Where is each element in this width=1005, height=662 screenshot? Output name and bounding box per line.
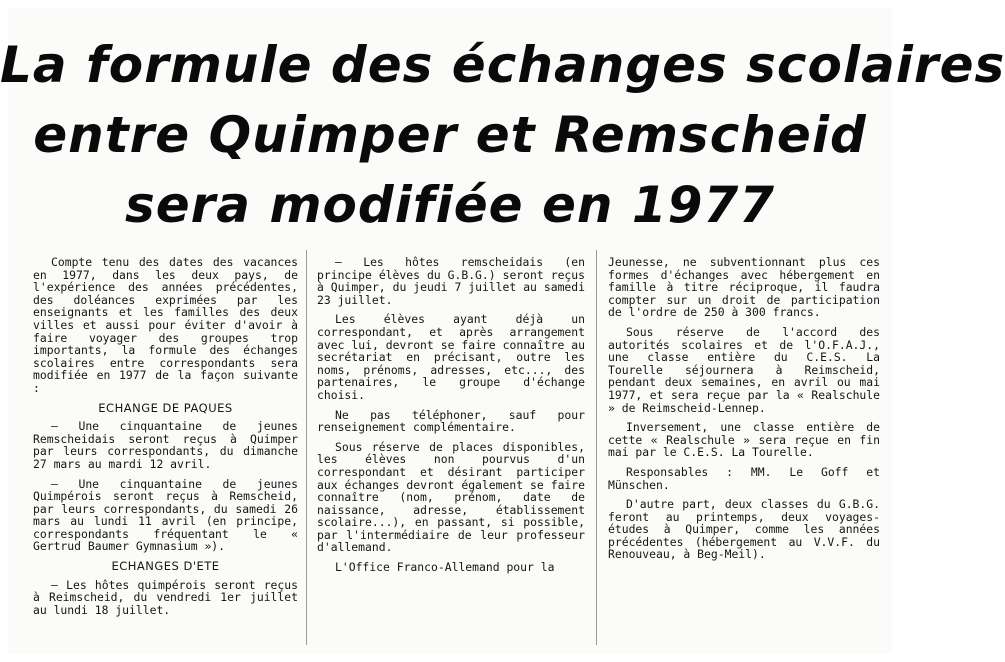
- col2-paragraph-4: Sous réserve de places disponibles, les élèves non pourvus d'un correspondant et désirant participer aux échanges devront également se faire connaître (nom, prénom, date de naissance, adresse, établissement scolaire...), en passant, si possible, par l'intermédiaire de leur professeur d'allemand.: [317, 439, 585, 555]
- col3-paragraph-3: Inversement, une classe entière de cette « Realschule » sera reçue en fin mai par le C.E.S. La Tourelle.: [608, 420, 880, 460]
- article-column-2: [317, 256, 585, 581]
- column-divider-1: [306, 250, 307, 645]
- article-column-3: [608, 256, 880, 568]
- col3-paragraph-1: Jeunesse, ne subventionnant plus ces formes d'échanges avec hébergement en famille à titre réciproque, il faudra compter sur un droit de participation de l'ordre de 250 à 300 francs.: [608, 255, 880, 320]
- paques-paragraph-1: — Une cinquantaine de jeunes Remscheidais seront reçus à Quimper par leurs correspondants, du dimanche 27 mars au mardi 12 avril.: [33, 419, 298, 471]
- column-divider-2: [596, 250, 597, 645]
- headline-line-1: La formule des échanges scolaires: [0, 36, 1005, 94]
- headline-line-3: sera modifiée en 1977: [124, 176, 776, 234]
- col2-paragraph-1: — Les hôtes remscheidais (en principe élèves du G.B.G.) seront reçus à Quimper, du jeudi 7 juillet au samedi 23 juillet.: [317, 255, 585, 307]
- col3-paragraph-4: Responsables : MM. Le Goff et Münschen.: [608, 464, 880, 492]
- col3-paragraph-5: D'autre part, deux classes du G.B.G. feront au printemps, deux voyages-études à Quimper, comme les années précédentes (hébergement au V.V.F. du Renouveau, à Beg-Meil).: [608, 497, 880, 562]
- col3-paragraph-2: Sous réserve de l'accord des autorités scolaires et de l'O.F.A.J., une classe entière du C.E.S. La Tourelle séjournera à Reimscheid, pendant deux semaines, en avril ou mai 1977, et sera reçue par la « Realschule » de Reimscheid-Lennep.: [608, 324, 880, 415]
- col2-paragraph-2: Les élèves ayant déjà un correspondant, et après arrangement avec lui, devront se faire connaître au secrétariat en précisant, outre les noms, prénoms, adresses, etc..., des partenaires, le groupe d'échange choisi.: [317, 312, 585, 402]
- col2-paragraph-5: L'Office Franco-Allemand pour la: [335, 560, 555, 575]
- paques-paragraph-2: — Une cinquantaine de jeunes Quimpérois seront reçus à Remscheid, par leurs correspondants, du samedi 26 mars au lundi 11 avril (en principe, correspondants fréquentant le « Gertrud Baumer Gymnasium »).: [33, 476, 298, 554]
- ete-paragraph-1: — Les hôtes quimpérois seront reçus à Reimscheid, du vendredi 1er juillet au lundi 18 juillet.: [33, 577, 298, 617]
- article-column-1: [33, 256, 298, 623]
- col2-paragraph-3: Ne pas téléphoner, sauf pour renseignement complémentaire.: [317, 407, 585, 435]
- subheading-ete: ECHANGES D'ETE: [111, 559, 220, 574]
- subheading-paques: ECHANGE DE PAQUES: [98, 400, 233, 415]
- intro-paragraph: Compte tenu des dates des vacances en 1977, dans les deux pays, de l'expérience des années précédentes, des doléances exprimées par les enseignants et les familles des deux villes et aussi pour éviter d'avoir à faire voyager des groupes trop importants, la formule des échanges scolaires entre correspondants sera modifiée en 1977 de la façon suivante :: [33, 255, 298, 395]
- article-headline: [0, 30, 1005, 240]
- headline-line-2: entre Quimper et Remscheid: [33, 106, 867, 164]
